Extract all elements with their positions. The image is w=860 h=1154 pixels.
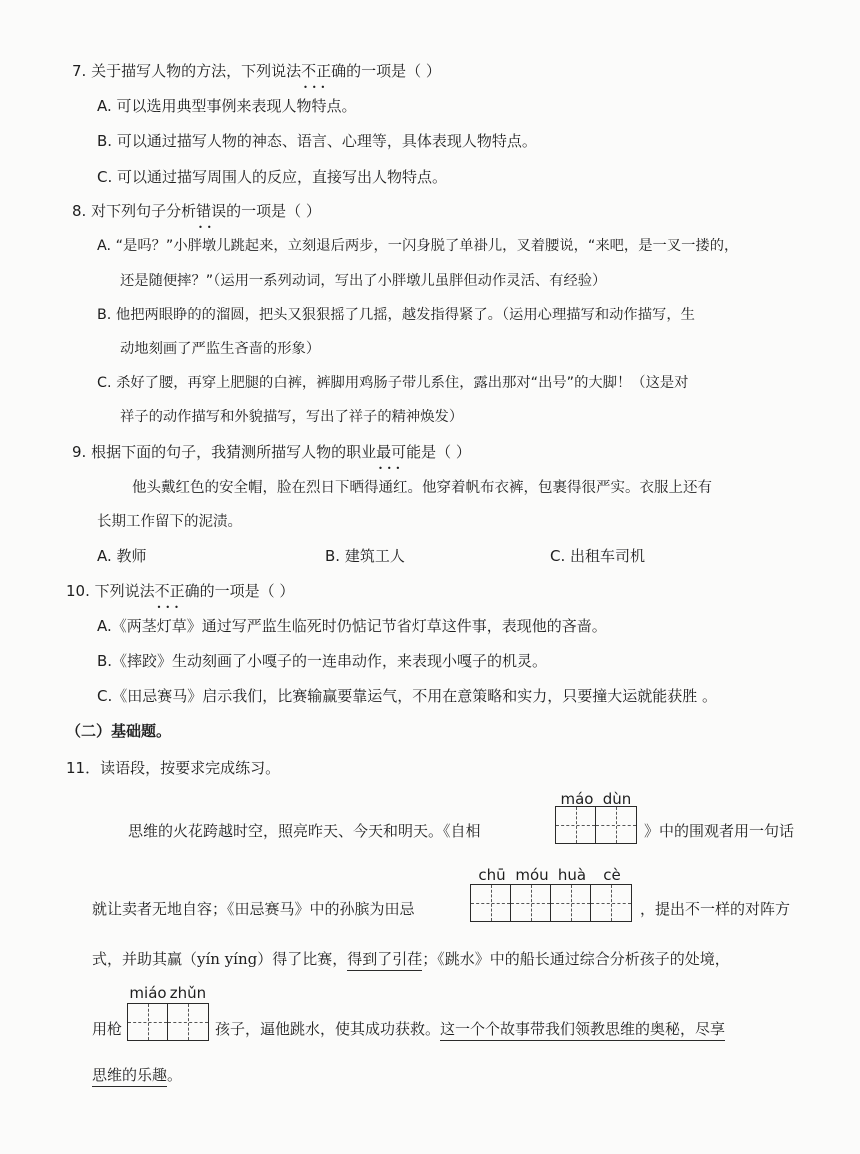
- q11-para-line4-mid: 孩子，逼他跳水，使其成功获救。: [215, 1020, 441, 1038]
- pinyin-2-3: huà: [557, 866, 587, 884]
- q9-passage-line1: 他头戴红色的安全帽，脸在烈日下晒得通红。他穿着帆布衣裤，包裹得很严实。衣服上还有: [132, 480, 712, 496]
- pinyin-1-2: dùn: [602, 790, 632, 808]
- pinyin-3-1: miáo: [129, 984, 167, 1002]
- q9-emphasis: 最可能 • • •: [376, 441, 421, 463]
- q9-stem-pre: 9. 根据下面的句子，我猜测所描写人物的职业: [72, 443, 377, 461]
- grid-cell[interactable]: [471, 885, 511, 921]
- q11-para-line3-post: ；《跳水》中的船长通过综合分析孩子的处境，: [422, 950, 730, 968]
- q11-para-line3-pre: 式，并助其赢（yín yíng）得了比赛，: [92, 950, 348, 968]
- grid-cell[interactable]: [596, 807, 636, 843]
- q11-para-line4-pre: 用枪: [92, 1020, 123, 1038]
- q7-option-c: C. 可以通过描写周围人的反应，直接写出人物特点。: [97, 168, 448, 186]
- q11-para-line3: [92, 948, 730, 970]
- q11-para-line2-post: ，提出不一样的对阵方: [640, 900, 791, 918]
- q10-option-a: A.《两茎灯草》通过写严监生临死时仍惦记节省灯草这件事，表现他的吝啬。: [97, 617, 607, 635]
- q11-para-line2-pre: 就让卖者无地自容；《田忌赛马》中的孙膑为田忌: [92, 900, 415, 918]
- q8-stem: [72, 200, 321, 222]
- pinyin-3-2: zhǔn: [169, 984, 207, 1002]
- q9-stem-post: 是（ ）: [421, 443, 471, 461]
- q8-emphasis: 错误 • •: [196, 200, 226, 222]
- q10-stem-pre: 10. 下列说法: [66, 582, 155, 600]
- q9-option-c: C. 出租车司机: [550, 547, 646, 565]
- q11-para-line4-post: [215, 1018, 725, 1040]
- q11-para-line5-post: 。: [167, 1066, 183, 1084]
- grid-cell[interactable]: [511, 885, 551, 921]
- underlined-phrase-2: 这一个个故事带我们领教思维的奥秘，尽享: [440, 1020, 725, 1041]
- q9-option-a: A. 教师: [97, 547, 147, 565]
- grid-cell[interactable]: [591, 885, 631, 921]
- q8-option-b-line1: B. 他把两眼睁的的溜圆，把头又狠狠摇了几摇，越发指得紧了。（运用心理描写和动作描写，生: [97, 307, 695, 323]
- grid-cell[interactable]: [128, 1004, 168, 1040]
- q8-option-c-line2: 祥子的动作描写和外貌描写，写出了祥子的精神焕发）: [120, 409, 464, 425]
- writing-grid-3[interactable]: [127, 1003, 209, 1041]
- q7-stem-pre: 7. 关于描写人物的方法，下列说法: [72, 62, 302, 80]
- q8-option-c-line1: C. 杀好了腰，再穿上肥腿的白裤，裤脚用鸡肠子带儿系住，露出那对“出号”的大脚！（这是对: [97, 375, 689, 391]
- q11-para-line5: [92, 1064, 182, 1086]
- q10-stem: [66, 580, 294, 602]
- q9-stem: [72, 441, 471, 463]
- underlined-phrase-1: 得到了引荏: [347, 950, 422, 971]
- grid-cell[interactable]: [168, 1004, 208, 1040]
- underlined-phrase-3: 思维的乐趣: [92, 1066, 167, 1087]
- q9-option-b: B. 建筑工人: [325, 547, 405, 565]
- pinyin-2-4: cè: [603, 866, 621, 884]
- q8-stem-post: 的一项是（ ）: [226, 202, 321, 220]
- q8-option-a-line1: A. “是吗？”小胖墩儿跳起来，立刻退后两步，一闪身脱了单褂儿，叉着腰说，“来吧，是一叉一搂的，: [97, 238, 739, 254]
- section-2-title: （二）基础题。: [66, 722, 172, 740]
- q11-stem: 11．读语段，按要求完成练习。: [66, 759, 281, 777]
- q8-option-a-line2: 还是随便摔？”（运用一系列动词，写出了小胖墩儿虽胖但动作灵活、有经验）: [120, 273, 607, 289]
- writing-grid-2[interactable]: [470, 884, 632, 922]
- q8-stem-pre: 8. 对下列句子分析: [72, 202, 197, 220]
- q7-emphasis: 不正确 • • •: [301, 60, 346, 82]
- q11-para-line1-pre: 思维的火花跨越时空，照亮昨天、今天和明天。《自相: [128, 822, 481, 840]
- q10-option-b: B.《摔跤》生动刻画了小嘎子的一连串动作，来表现小嘎子的机灵。: [97, 652, 548, 670]
- pinyin-2-1: chū: [478, 866, 506, 884]
- q7-stem: [72, 60, 441, 82]
- q7-option-b: B. 可以通过描写人物的神态、语言、心理等，具体表现人物特点。: [97, 132, 537, 150]
- q9-passage-line2: 长期工作留下的泥渍。: [97, 514, 242, 530]
- q10-stem-post: 的一项是（ ）: [199, 582, 295, 600]
- q7-option-a: A. 可以选用典型事例来表现人物特点。: [97, 97, 357, 115]
- q10-emphasis: 不正确 • • •: [155, 580, 200, 602]
- pinyin-1-1: máo: [560, 790, 594, 808]
- q7-stem-post: 的一项是（ ）: [346, 62, 441, 80]
- grid-cell[interactable]: [551, 885, 591, 921]
- q8-option-b-line2: 动地刻画了严监生吝啬的形象）: [120, 341, 321, 357]
- q11-para-line1-post: 》中的围观者用一句话: [644, 822, 795, 840]
- grid-cell[interactable]: [556, 807, 596, 843]
- pinyin-2-2: móu: [515, 866, 549, 884]
- q10-option-c: C.《田忌赛马》启示我们，比赛输赢要靠运气，不用在意策略和实力，只要撞大运就能获胜 。: [97, 687, 718, 705]
- writing-grid-1[interactable]: [555, 806, 637, 844]
